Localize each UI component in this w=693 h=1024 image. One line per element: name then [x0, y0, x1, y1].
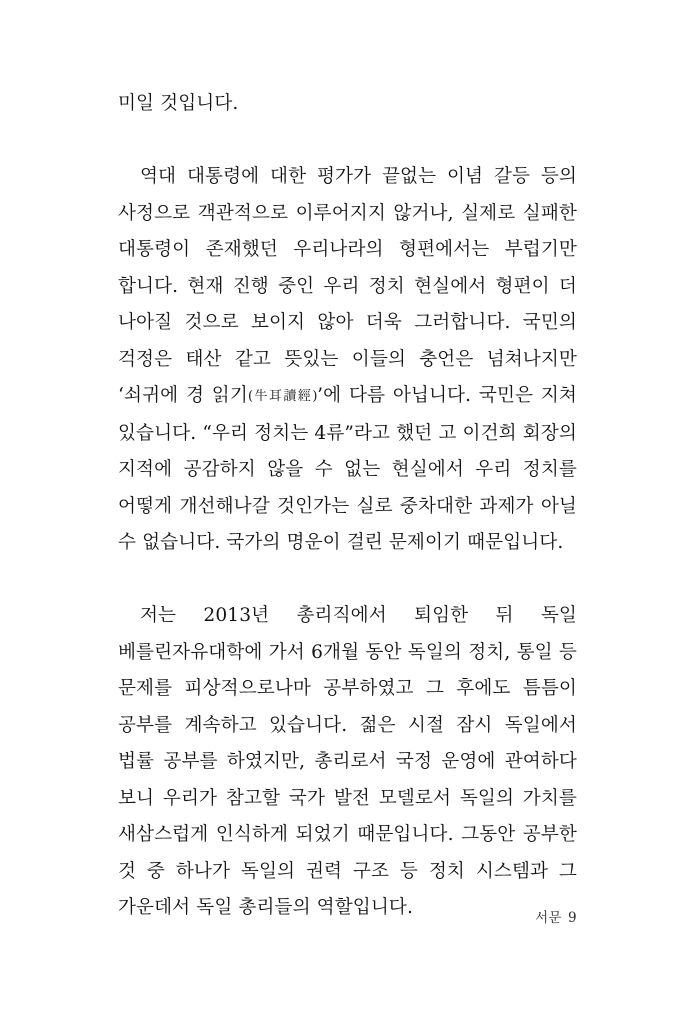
footer-page-number: 9 — [568, 910, 577, 926]
paragraph-gap — [118, 562, 577, 599]
continuation-line: 미일 것입니다. — [118, 93, 239, 114]
paragraph-text-after-hanja: ’에 다름 아닙니다. 국민은 지쳐 있습니다. “우리 정치는 4류”라고 했던 고 이건희 회장의 지적에 공감하지 않을 수 없는 현실에서 우리 정치를 어떻게 개선해나갈 것인가는 실로 중차대한 과제가 아닐 수 없습니다. 국가의 명운이 걸린 문제이기 때문입니다. — [118, 385, 577, 553]
hanja-gloss: (牛耳讀經) — [247, 389, 318, 404]
paragraph-germany-study: 저는 2013년 총리직에서 퇴임한 뒤 독일 베를린자유대학에 가서 6개월 동안 독일의 정치, 통일 등 문제를 피상적으로나마 공부하였고 그 후에도 틈틈이 공부를 계속하고 있습니다. 젊은 시절 잠시 독일에서 법률 공부를 하였지만, 총리로서 국정 운영에 관여하다 보니 우리가 참고할 국가 발전 모델로서 독일의 가치를 새삼스럽게 인식하게 되었기 때문입니다. 그동안 공부한 것 중 하나가 독일의 권력 구조 등 정치 시스템과 그 가운데서 독일 총리들의 역할입니다. — [118, 605, 577, 918]
paragraph-presidential-evaluation — [118, 159, 577, 562]
footer-section-label: 서문 — [535, 910, 562, 926]
paragraph-gap — [118, 123, 577, 160]
text-column — [118, 86, 577, 927]
page-footer — [118, 908, 577, 928]
paragraph-text-before-hanja: 역대 대통령에 대한 평가가 끝없는 이념 갈등 등의 사정으로 객관적으로 이루어지지 않거나, 실제로 실패한 대통령이 존재했던 우리나라의 형편에서는 부럽기만 합니다. 현재 진행 중인 우리 정치 현실에서 형편이 더 나아질 것으로 보이지 않아 더욱 그러합니다. 국민의 걱정은 태산 같고 뜻있는 이들의 충언은 넘쳐나지만 ‘쇠귀에 경 읽기 — [118, 166, 577, 406]
